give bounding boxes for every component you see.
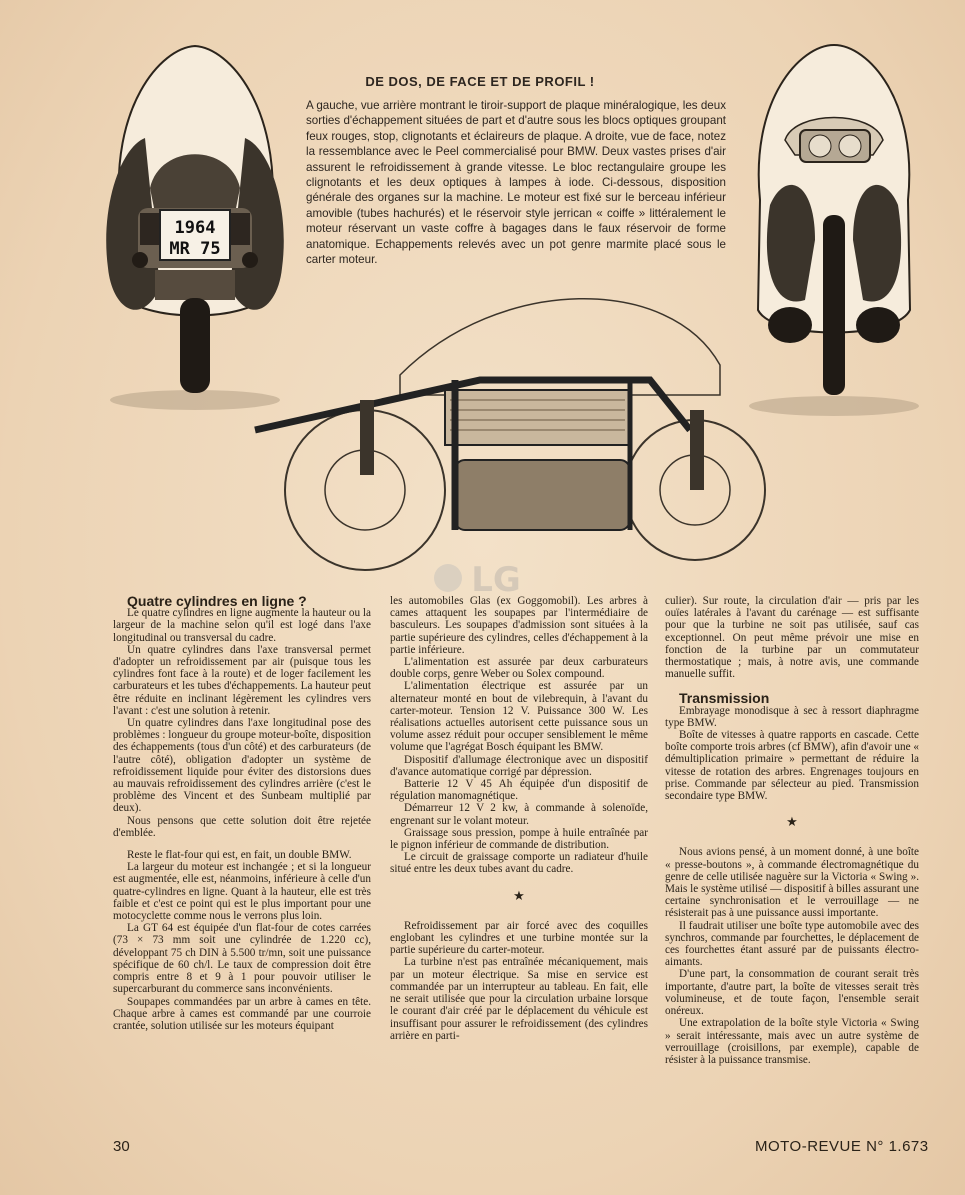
paragraph: Nous pensons que cette solution doit être rejetée d'emblée. (113, 814, 371, 839)
star-separator: ★ (513, 887, 525, 903)
paragraph: Le quatre cylindres en ligne augmente la hauteur ou la largeur de la machine selon qu'il est logé dans l'axe longitudinal ou transversal du cadre. (113, 607, 371, 644)
svg-text:LG: LG (471, 560, 521, 600)
column-2 (390, 595, 648, 1042)
paragraph: Refroidissement par air forcé avec des coquilles englobant les cylindres et une turbine montée sur la partie supérieure du carter-moteur. (390, 919, 648, 957)
caption-title: DE DOS, DE FACE ET DE PROFIL ! (365, 74, 595, 89)
paragraph: La largeur du moteur est inchangée ; et si la longueur est augmentée, elle est, néanmoins, inférieure à celle d'un quatre-cylindres en ligne. Quant à la hauteur, elle est très faible et c'est ce point qui est le plus important pour une motocyclette comme nous le verrons plus loin. (113, 861, 371, 923)
section-heading: Transmission (679, 690, 770, 707)
column-3 (665, 595, 919, 1066)
caption-body: A gauche, vue arrière montrant le tiroir-support de plaque minéralogique, les deux sorties d'échappement situées de part et d'autre sous les blocs optiques groupant feux rouges, stop, clignotants et éclaireurs de plaque. A droite, vue de face, notez la ressemblance avec le Peel commercialisé pour BMW. Deux vastes prises d'air assurent le refroidissement à grande vitesse. Le bloc rectangulaire groupe les clignotants et les deux optiques à lampes à iode. Ci-dessous, disposition générale des organes sur la machine. Le moteur est fixé sur le berceau inférieur amovible (tubes hachurés) et le réservoir style jerrican « coiffe » littéralement le moteur réservant un vaste coffre à bagages dans le faux réservoir de forme anatomique. Echappements relevés avec un pot genre marmite placé sous le carter moteur. (306, 99, 726, 267)
plate-line2: MR 75 (169, 239, 221, 259)
column-1 (113, 595, 371, 1032)
side-layout-illustration (250, 285, 770, 585)
paragraph: Boîte de vitesses à quatre rapports en cascade. Cette boîte comporte trois arbres (cf BMW), afin d'avoir une « démultiplication primaire » permettant de réduire la vitesse de rotation des arbres. Engrenages toujours en prise. Commande par sélecteur au pied. Transmission secondaire type BMW. (665, 729, 919, 803)
paragraph: Démarreur 12 V 2 kw, à commande à solenoïde, engrenant sur le volant moteur. (390, 802, 648, 827)
paragraph: Le circuit de graissage comporte un radiateur d'huile situé entre les deux tubes avant du cadre. (390, 851, 648, 876)
magazine-issue: MOTO-REVUE N° 1.673 (755, 1138, 929, 1155)
paragraph: L'alimentation est assurée par deux carburateurs double corps, genre Weber ou Solex compound. (390, 656, 648, 681)
paragraph: Reste le flat-four qui est, en fait, un double BMW. (127, 849, 352, 862)
paragraph: Un quatre cylindres dans l'axe transversal permet d'adopter un refroidissement par air (puisque tous les cylindres font face à la route) et de loger facilement les carburateurs et les tubes d'échappements. La hauteur peut être réduite en inclinant légèrement les cylindres vers l'avant : c'est une solution à retenir. (113, 643, 371, 717)
plate-line1: 1964 (174, 218, 216, 238)
paragraph: Graissage sous pression, pompe à huile entraînée par le pignon inférieur de commande de distribution. (390, 826, 648, 852)
page-number: 30 (113, 1138, 130, 1155)
paragraph: Une extrapolation de la boîte style Victoria « Swing » serait intéressante, mais avec un autre système de verrouillage (croisillons, par exemple), capable de résister à la puissance transmise. (665, 1017, 919, 1066)
paragraph: Embrayage monodisque à sec à ressort diaphragme type BMW. (665, 704, 919, 729)
star-separator: ★ (786, 814, 798, 830)
front-view-illustration (745, 40, 923, 425)
paragraph: Nous avions pensé, à un moment donné, à une boîte « presse-boutons », à commande électromagnétique du genre de celle utilisée naguère sur la Victoria « Swing ». Mais le système utilisé — dispositif à billes assurant une certaine synchronisation et le verrouillage — ne résisterait pas à une puissance aussi importante. (665, 846, 919, 920)
paragraph: Un quatre cylindres dans l'axe longitudinal pose des problèmes : longueur du groupe moteur-boîte, disposition des échappements (tous d'un côté) et des carburateurs (de l'autre côté), obligation d'adopter un système de refroidissement liquide pour éviter des distorsions dues au mauvais refroidissement des cylindres arrière (c'est le problème des Vincent et des Sunbeam multiplié par deux). (113, 717, 371, 815)
paragraph: La turbine n'est pas entraînée mécaniquement, mais par un moteur électrique. Sa mise en service est commandée par un interrupteur au tableau. En fait, elle ne serait utilisée que pour la circulation urbaine lorsque le courant d'air créé par le déplacement du véhicule est insuffisant pour assurer le refroidissement (des cylindres arrière en parti- (390, 956, 648, 1042)
paragraph: culier). Sur route, la circulation d'air — pris par les ouïes latérales à l'avant du carénage — est suffisante pour que la turbine ne soit pas utilisée, sauf cas exceptionnel. On peut même prévoir une mise en fonction de la turbine par un commutateur thermostatique ; mais, à notre avis, une commande manuelle suffit. (665, 595, 919, 681)
paragraph: Soupapes commandées par un arbre à cames en tête. Chaque arbre à cames est commandé par une courroie crantée, solution utilisée sur les moteurs équipant (113, 995, 371, 1032)
paragraph: Dispositif d'allumage électronique avec un dispositif d'avance automatique corrigé par dépression. (390, 753, 648, 778)
paragraph: les automobiles Glas (ex Goggomobil). Les arbres à cames attaquent les soupapes par l'intermédiaire de basculeurs. Les soupapes d'admission sont situées à la partie supérieure des cylindres, celles d'échappement à la partie inférieure. (390, 595, 648, 656)
paragraph: D'une part, la consommation de courant serait très importante, d'autre part, la boîte de vitesses serait très volumineuse, et de toute façon, l'ensemble serait onéreux. (665, 968, 919, 1018)
paragraph: Batterie 12 V 45 Ah équipée d'un dispositif de régulation manomagnétique. (390, 778, 648, 803)
paragraph: Il faudrait utiliser une boîte type automobile avec des synchros, commande par fourchettes, le déplacement de ces fourchettes étant assuré par de puissants électro-aimants. (665, 919, 919, 969)
paragraph: L'alimentation électrique est assurée par un alternateur monté en bout de vilebrequin, à l'avant du carter-moteur. Tension 12 V. Puissance 300 W. Les réalisations actuelles autorisent cette puissance sous un volume assez réduit pour occuper sensiblement le même volume que l'agrégat Bosch équipant les BMW. (390, 680, 648, 754)
section-heading: Quatre cylindres en ligne ? (127, 593, 307, 609)
paragraph: La GT 64 est équipée d'un flat-four de cotes carrées (73 × 73 mm soit une cylindrée de 1.220 cc), développant 75 ch DIN à 5.500 tr/mn, soit une puissance spécifique de 60 ch/l. Le taux de compression doit être compris entre 8 et 9 à 1 pour pouvoir utiliser le supercarburant du commerce sans inconvénients. (113, 922, 371, 996)
